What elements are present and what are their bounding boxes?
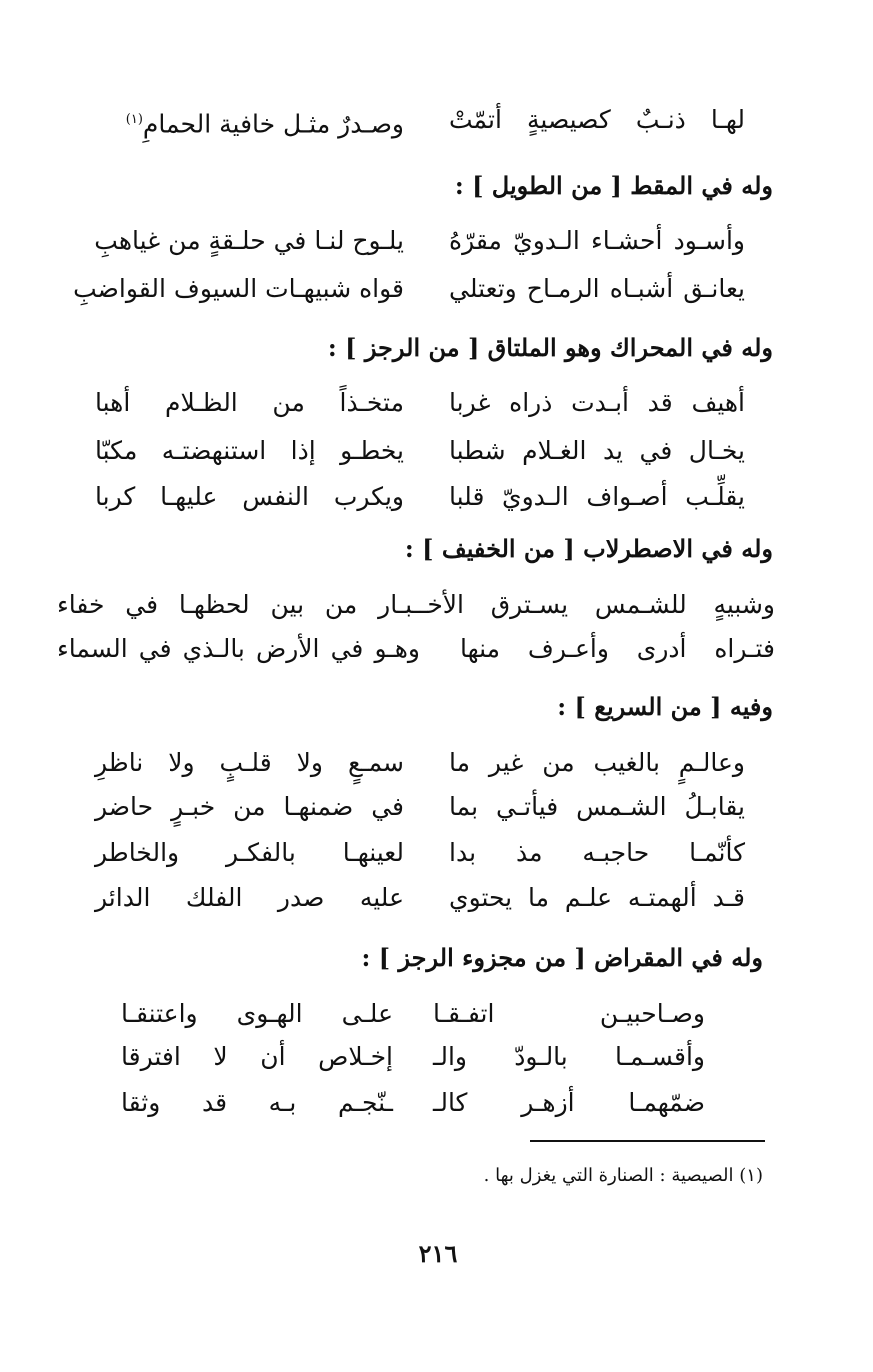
- heading-astrolabe: وله في الاصطرلاب [ من الخفيف ] :: [404, 534, 773, 563]
- verse-6: [95, 479, 745, 515]
- verse-13: [121, 996, 705, 1032]
- verse-9: [95, 745, 745, 781]
- verse-14-second-hemistich: إخـلاص أن لا افترقا: [121, 1042, 393, 1071]
- verse-9-first-hemistich: وعالـمٍ بالغيب من غير ما: [449, 748, 745, 777]
- verse-12-second-hemistich: عليه صدر الفلك الدائر: [95, 883, 404, 912]
- verse-1-first-hemistich: لهـا ذنـبٌ كصيصيةٍ أتمّتْ: [449, 105, 745, 134]
- verse-13-second-hemistich: علـى الهـوى واعتنقـا: [121, 999, 393, 1028]
- verse-10-second-hemistich: في ضمنهـا من خبـرٍ حاضر: [95, 792, 404, 821]
- verse-11: [95, 835, 745, 871]
- verse-6-second-hemistich: ويكرب النفس عليهـا كربا: [95, 482, 404, 511]
- verse-9-second-hemistich: سمـعٍ ولا قلـبٍ ولا ناظرِ: [95, 748, 404, 777]
- footnote-marker: (١): [125, 112, 143, 127]
- verse-3-second-hemistich: قواه شبيهـات السيوف القواضبِ: [73, 274, 404, 303]
- verse-10: [95, 789, 745, 825]
- verse-11-first-hemistich: كأنّمـا حاجبـه مذ بدا: [449, 838, 745, 867]
- verse-14: [121, 1039, 705, 1075]
- verse-1: [95, 102, 745, 142]
- verse-2-second-hemistich: يلـوح لنـا في حلـقةٍ من غياهبِ: [94, 226, 404, 255]
- footnote-separator: [530, 1140, 765, 1142]
- verse-13-first-hemistich: وصـاحبيـن اتفـقـا: [433, 999, 705, 1028]
- verse-1-second-hemistich-text: وصـدرٌ مثـل خافية الحمامِ: [142, 109, 404, 139]
- heading-maqat: وله في المقط [ من الطويل ] :: [454, 171, 773, 200]
- verse-8-first-hemistich: فتـراه أدرى وأعـرف منها: [460, 634, 775, 663]
- verse-5: [95, 433, 745, 469]
- verse-4-second-hemistich: متخـذاً من الظـلام أهبا: [95, 388, 404, 417]
- verse-4: [95, 385, 745, 421]
- verse-8-second-hemistich: وهـو في الأرض بالـذي في السماء: [57, 634, 420, 663]
- verse-5-second-hemistich: يخطـو إذا استنهضتـه مكبّا: [95, 436, 404, 465]
- verse-2: [95, 223, 745, 259]
- heading-miqrad: وله في المقراض [ من مجزوء الرجز ] :: [361, 943, 763, 972]
- heading-sari: وفيه [ من السريع ] :: [557, 692, 773, 721]
- verse-1-second-hemistich: [95, 102, 404, 142]
- verse-3-first-hemistich: يعانـق أشبـاه الرمـاح وتعتلي: [449, 274, 745, 303]
- verse-5-first-hemistich: يخـال في يد الغـلام شطبا: [449, 436, 745, 465]
- verse-7-second-hemistich: ـبـار من بين لحظهـا في خفاء: [57, 590, 420, 619]
- verse-6-first-hemistich: يقلِّـب أصـواف الـدويّ قلبا: [449, 482, 745, 511]
- verse-15-first-hemistich: ضمّهمـا أزهـر كالـ: [433, 1088, 705, 1117]
- verse-12-first-hemistich: قـد ألهمتـه علـم ما يحتوي: [449, 883, 745, 912]
- verse-15-second-hemistich: ـنّجـم بـه قد وثقا: [121, 1088, 393, 1117]
- verse-4-first-hemistich: أهيف قد أبـدت ذراه غربا: [449, 388, 745, 417]
- verse-7-first-hemistich: وشبيهٍ للشـمس يسـترق الأخـ: [420, 590, 775, 619]
- verse-12: [95, 880, 745, 916]
- verse-14-first-hemistich: وأقسـمـا بالـودّ والـ: [433, 1042, 705, 1071]
- verse-15: [121, 1085, 705, 1121]
- verse-2-first-hemistich: وأسـود أحشـاء الـدويّ مقرّهُ: [449, 226, 745, 255]
- footnote: (١) الصيصية : الصنارة التي يغزل بها .: [483, 1165, 763, 1186]
- verse-8: [57, 631, 775, 667]
- verse-10-first-hemistich: يقابـلُ الشـمس فيأتـي بما: [449, 792, 745, 821]
- heading-mihrak: وله في المحراك وهو الملتاق [ من الرجز ] :: [327, 333, 773, 362]
- page-number: ٢١٦: [418, 1239, 458, 1268]
- verse-3: [73, 271, 745, 307]
- verse-11-second-hemistich: لعينهـا بالفكـر والخاطر: [95, 838, 404, 867]
- verse-7: [57, 587, 775, 623]
